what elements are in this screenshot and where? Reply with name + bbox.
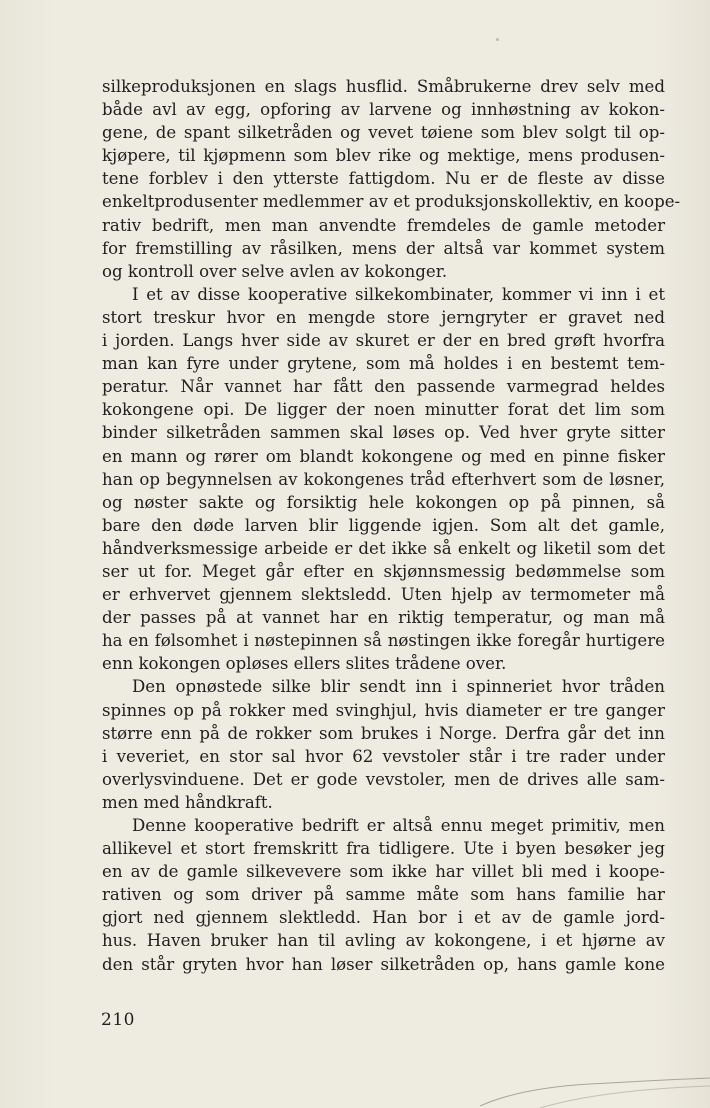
- text-line: gjort ned gjennem slektledd. Han bor i et av de gamle jord-: [102, 908, 665, 928]
- text-line: Denne kooperative bedrift er altså ennu meget primitiv, men: [132, 816, 665, 835]
- text-line: stort treskur hvor en mengde store jerngryter er gravet ned: [102, 307, 665, 327]
- text-line: men med håndkraft.: [102, 792, 273, 812]
- text-line: I et av disse kooperative silkekombinater, kommer vi inn i et: [132, 284, 665, 304]
- text-line: peratur. Når vannet har fått den passende varmegrad heldes: [102, 377, 665, 397]
- text-line: både avl av egg, opforing av larvene og innhøstning av kokon-: [102, 100, 665, 120]
- text-line: den står gryten hvor han løser silketråden op, hans gamle kone: [102, 954, 665, 974]
- text-line: Den opnøstede silke blir sendt inn i spinneriet hvor tråden: [132, 677, 665, 697]
- text-line: hus. Haven bruker han til avling av kokongene, i et hjørne av: [102, 931, 665, 951]
- text-line: i veveriet, en stor sal hvor 62 vevstoler står i tre rader under: [102, 746, 665, 766]
- text-line: tene forblev i den ytterste fattigdom. Nu er de fleste av disse: [102, 169, 665, 189]
- text-line: bare den døde larven blir liggende igjen. Som alt det gamle,: [102, 515, 665, 535]
- paper-speck: [496, 38, 499, 41]
- text-line: ser ut for. Meget går efter en skjønnsmessig bedømmelse som: [102, 561, 665, 581]
- text-line: binder silketråden sammen skal løses op. Ved hver gryte sitter: [102, 423, 665, 443]
- text-line: og kontroll over selve avlen av kokonger.: [102, 261, 448, 281]
- text-line: enkeltprodusenter medlemmer av et produksjonskollektiv, en koope-: [102, 192, 681, 212]
- paragraph-4: [102, 814, 665, 976]
- text-line: rativen og som driver på samme måte som hans familie har: [102, 885, 665, 905]
- text-line: man kan fyre under grytene, som må holdes i en bestemt tem-: [102, 354, 665, 374]
- text-line: han op begynnelsen av kokongenes tråd efterhvert som de løsner,: [102, 469, 665, 489]
- text-line: en av de gamle silkevevere som ikke har villet bli med i koope-: [102, 862, 665, 882]
- text-line: silkeproduksjonen en slags husflid. Småbrukerne drev selv med: [102, 77, 665, 96]
- text-line: kjøpere, til kjøpmenn som blev rike og mektige, mens produsen-: [102, 146, 665, 166]
- body-text: [102, 75, 681, 976]
- paragraph-1: [102, 75, 681, 283]
- text-line: overlysvinduene. Det er gode vevstoler, men de drives alle sam-: [102, 769, 665, 789]
- text-line: kokongene opi. De ligger der noen minutter forat det lim som: [102, 400, 665, 420]
- text-line: er erhvervet gjennem slektsledd. Uten hjelp av termometer må: [102, 585, 665, 605]
- text-line: enn kokongen opløses ellers slites trådene over.: [102, 654, 507, 674]
- paragraph-2: [102, 283, 665, 676]
- page-number: 210: [101, 1010, 135, 1030]
- text-line: og nøster sakte og forsiktig hele kokongen op på pinnen, så: [102, 492, 665, 512]
- text-line: håndverksmessige arbeide er det ikke så enkelt og liketil som det: [102, 538, 665, 558]
- paragraph-3: [102, 675, 665, 814]
- text-line: rativ bedrift, men man anvendte fremdeles de gamle metoder: [102, 215, 665, 235]
- text-line: spinnes op på rokker med svinghjul, hvis diameter er tre ganger: [102, 700, 665, 720]
- text-line: gene, de spant silketråden og vevet tøiene som blev solgt til op-: [102, 123, 665, 143]
- text-line: allikevel et stort fremskritt fra tidligere. Ute i byen besøker jeg: [102, 839, 665, 859]
- text-line: ha en følsomhet i nøstepinnen så nøstingen ikke foregår hurtigere: [102, 631, 665, 651]
- text-line: der passes på at vannet har en riktig temperatur, og man må: [102, 608, 665, 628]
- text-line: en mann og rører om blandt kokongene og med en pinne fisker: [102, 446, 665, 466]
- text-line: i jorden. Langs hver side av skuret er der en bred grøft hvorfra: [102, 331, 665, 351]
- page-edge-curl: [480, 1068, 710, 1108]
- text-line: større enn på de rokker som brukes i Norge. Derfra går det inn: [102, 723, 665, 743]
- text-line: for fremstilling av råsilken, mens der altså var kommet system: [102, 238, 665, 258]
